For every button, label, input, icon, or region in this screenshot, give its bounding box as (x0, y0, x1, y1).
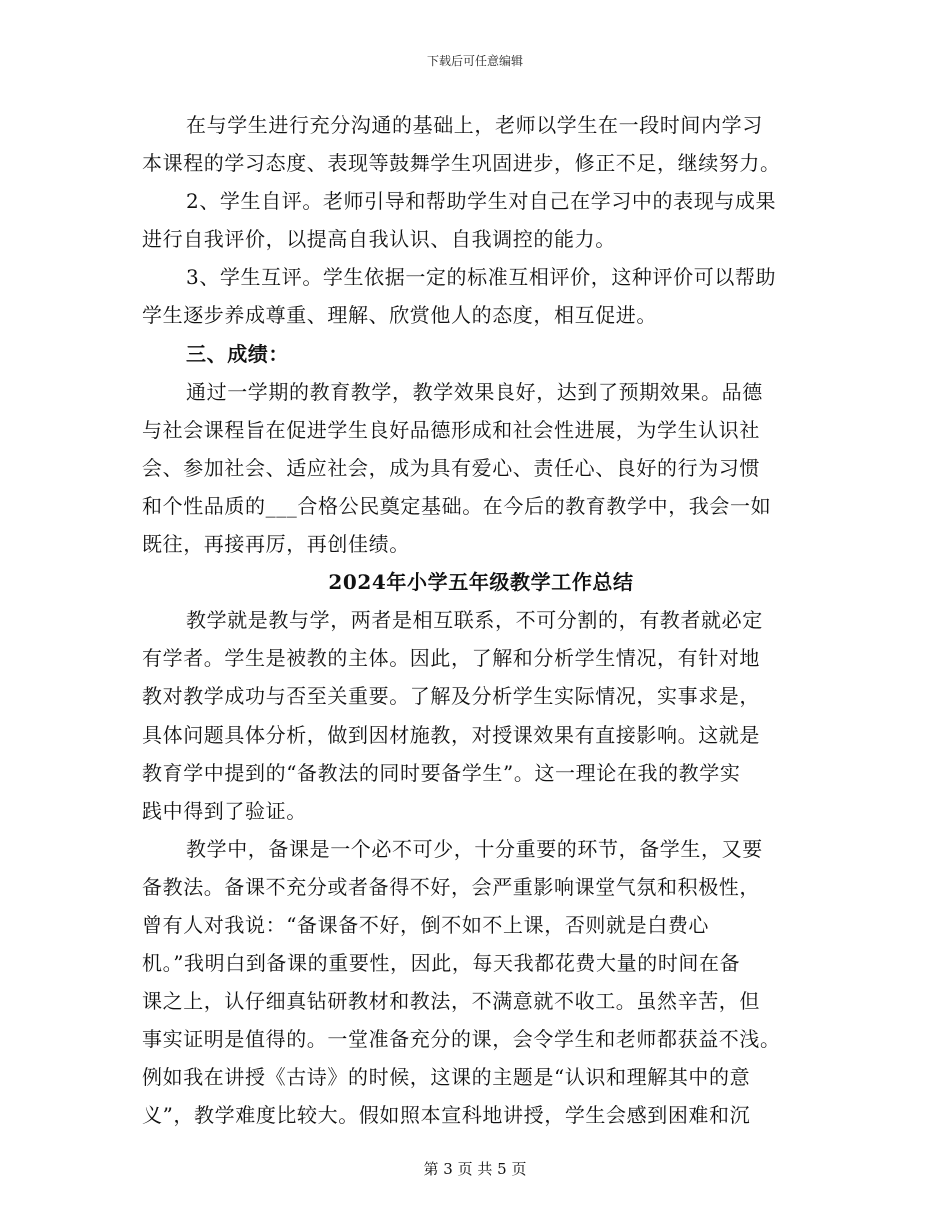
paragraph-line: 与社会课程旨在促进学生良好品德形成和社会性进展，为学生认识社 (142, 417, 760, 442)
paragraph-line: 教学中，备课是一个必不可少，十分重要的环节，备学生，又要 (186, 836, 763, 861)
document-body (142, 106, 812, 1135)
paragraph-line: 进行自我评价，以提高自我认识、自我调控的能力。 (142, 227, 616, 252)
page-header: 下载后可任意编辑 (426, 54, 523, 68)
paragraph-line: 和个性品质的___合格公民奠定基础。在今后的教育教学中，我会一如 (142, 493, 772, 518)
paragraph-line: 备教法。备课不充分或者备得不好，会严重影响课堂气氛和积极性， (142, 874, 760, 899)
paragraph-line: 例如我在讲授《古诗》的时候，这课的主题是“认识和理解其中的意 (142, 1065, 751, 1090)
section-heading: 三、成绩： (186, 341, 289, 366)
paragraph-line: 义”，教学难度比较大。假如照本宣科地讲授，学生会感到困难和沉 (142, 1103, 751, 1128)
paragraph-line: 通过一学期的教育教学，教学效果良好，达到了预期效果。品德 (186, 379, 763, 404)
paragraph-line: 具体问题具体分析，做到因材施教，对授课效果有直接影响。这就是 (142, 722, 760, 747)
paragraph-line: 3、学生互评。学生依据一定的标准互相评价，这种评价可以帮助 (186, 265, 777, 290)
paragraph-line: 教对教学成功与否至关重要。了解及分析学生实际情况，实事求是， (142, 684, 760, 709)
document-title: 2024年小学五年级教学工作总结 (328, 570, 634, 595)
paragraph-line: 课之上，认仔细真钻研教材和教法，不满意就不收工。虽然辛苦，但 (142, 989, 760, 1014)
paragraph-line: 既往，再接再厉，再创佳绩。 (142, 532, 410, 557)
page-footer: 第 3 页 共 5 页 (423, 1160, 527, 1178)
paragraph-line: 践中得到了验证。 (142, 798, 307, 823)
paragraph-line: 曾有人对我说：“备课备不好，倒不如不上课，否则就是白费心 (142, 912, 710, 937)
paragraph-line: 会、参加社会、适应社会，成为具有爱心、责任心、良好的行为习惯 (142, 455, 760, 480)
paragraph-line: 事实证明是值得的。一堂准备充分的课，会令学生和老师都获益不浅。 (142, 1027, 781, 1052)
paragraph-line: 2、学生自评。老师引导和帮助学生对自己在学习中的表现与成果 (186, 189, 777, 214)
paragraph-line: 本课程的学习态度、表现等鼓舞学生巩固进步，修正不足，继续努力。 (142, 151, 781, 176)
paragraph-line: 有学者。学生是被教的主体。因此，了解和分析学生情况，有针对地 (142, 646, 760, 671)
paragraph-line: 机。”我明白到备课的重要性，因此，每天我都花费大量的时间在备 (142, 951, 741, 976)
paragraph-line: 学生逐步养成尊重、理解、欣赏他人的态度，相互促进。 (142, 303, 657, 328)
paragraph-line: 教育学中提到的“备教法的同时要备学生”。这一理论在我的教学实 (142, 760, 741, 785)
paragraph-line: 在与学生进行充分沟通的基础上，老师以学生在一段时间内学习 (186, 113, 763, 137)
paragraph-line: 教学就是教与学，两者是相互联系，不可分割的，有教者就必定 (186, 608, 763, 633)
